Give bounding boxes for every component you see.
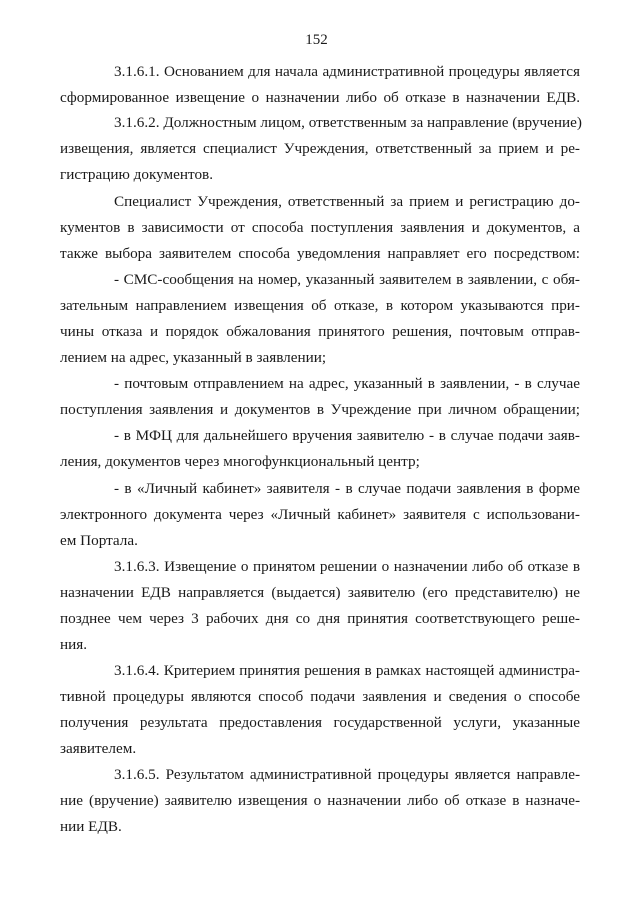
text-line: зательным направлением извещения об отказе, в котором указываются при- bbox=[60, 297, 580, 314]
text-line: электронного документа через «Личный кабинет» заявителя с использовани- bbox=[60, 506, 580, 523]
text-line: тивной процедуры являются способ подачи заявления и сведения о способе bbox=[60, 688, 580, 705]
text-line: позднее чем через 3 рабочих дня со дня принятия соответствующего реше- bbox=[60, 610, 580, 627]
text-line: 3.1.6.4. Критерием принятия решения в рамках настоящей администра- bbox=[114, 662, 580, 679]
text-line: ния. bbox=[60, 636, 88, 653]
text-line: заявителем. bbox=[60, 740, 137, 757]
page-number: 152 bbox=[305, 32, 328, 48]
text-line: 3.1.6.3. Извещение о принятом решении о назначении либо об отказе в bbox=[114, 558, 580, 575]
text-line: кументов в зависимости от способа поступления заявления и документов, а bbox=[60, 219, 580, 236]
text-line: 3.1.6.5. Результатом административной процедуры является направле- bbox=[114, 766, 580, 783]
text-line: сформированное извещение о назначении либо об отказе в назначении ЕДВ. bbox=[60, 89, 580, 106]
text-line: лением на адрес, указанный в заявлении; bbox=[60, 349, 327, 366]
text-line: получения результата предоставления государственной услуги, указанные bbox=[60, 714, 580, 731]
text-line: чины отказа и порядок обжалования принятого решения, почтовым отправ- bbox=[60, 323, 580, 340]
text-line: ления, документов через многофункциональный центр; bbox=[60, 453, 420, 470]
text-line: 3.1.6.2. Должностным лицом, ответственным за направление (вручение) bbox=[114, 114, 582, 131]
text-line: - почтовым отправлением на адрес, указанный в заявлении, - в случае bbox=[114, 375, 580, 392]
text-line: гистрацию документов. bbox=[60, 166, 214, 183]
text-line: 3.1.6.1. Основанием для начала административной процедуры является bbox=[114, 63, 580, 80]
text-line: нии ЕДВ. bbox=[60, 818, 122, 835]
text-line: Специалист Учреждения, ответственный за прием и регистрацию до- bbox=[114, 193, 580, 210]
text-line: назначении ЕДВ направляется (выдается) заявителю (его представителю) не bbox=[60, 584, 580, 601]
text-line: ние (вручение) заявителю извещения о назначении либо об отказе в назначе- bbox=[60, 792, 580, 809]
text-line: - в «Личный кабинет» заявителя - в случае подачи заявления в форме bbox=[114, 480, 580, 497]
text-line: поступления заявления и документов в Учреждение при личном обращении; bbox=[60, 401, 580, 418]
text-line: ем Портала. bbox=[60, 532, 138, 549]
text-line: извещения, является специалист Учреждения, ответственный за прием и ре- bbox=[60, 140, 580, 157]
text-line: также выбора заявителем способа уведомления направляет его посредством: bbox=[60, 245, 580, 262]
text-line: - СМС-сообщения на номер, указанный заявителем в заявлении, с обя- bbox=[114, 271, 580, 288]
text-line: - в МФЦ для дальнейшего вручения заявителю - в случае подачи заяв- bbox=[114, 427, 580, 444]
